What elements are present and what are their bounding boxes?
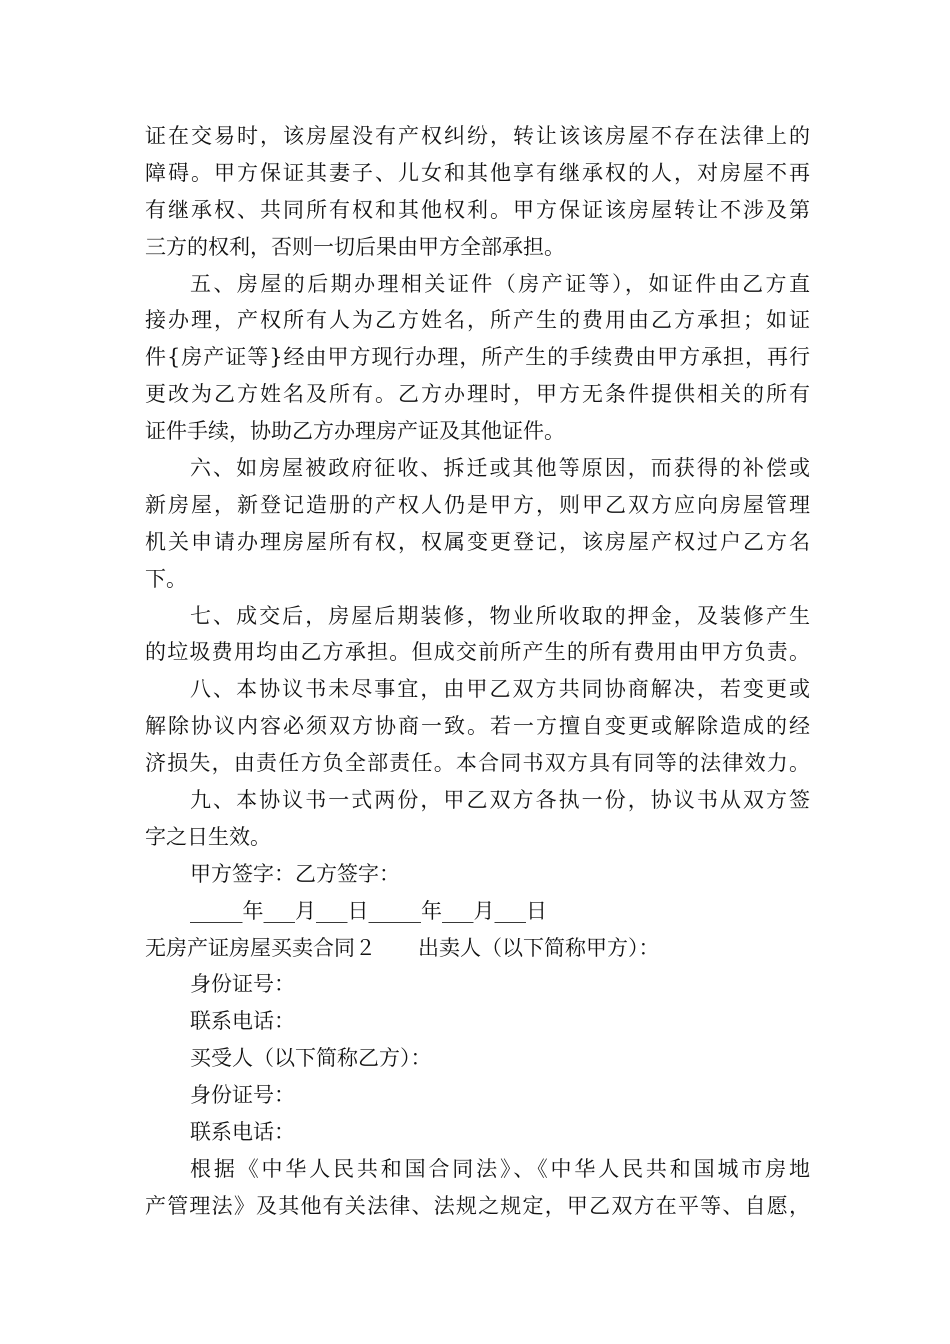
- document-line: 买受人（以下简称乙方）：: [190, 1046, 432, 1071]
- document-line: 八、本协议书未尽事宜，由甲乙双方共同协商解决，若变更或: [190, 677, 810, 702]
- document-line: 七、成交后，房屋后期装修，物业所收取的押金，及装修产生: [190, 603, 810, 628]
- document-line: 联系电话：: [190, 1009, 295, 1034]
- document-line: 证件手续，协助乙方办理房产证及其他证件。: [145, 419, 565, 444]
- document-line: 件{房产证等}经由甲方现行办理，所产生的手续费由甲方承担，再行: [145, 345, 810, 370]
- document-line: 的垃圾费用均由乙方承担。但成交前所产生的所有费用由甲方负责。: [145, 640, 810, 665]
- document-line: 更改为乙方姓名及所有。乙方办理时，甲方无条件提供相关的所有: [145, 382, 810, 407]
- document-line: 甲方签字：乙方签字：: [190, 861, 400, 886]
- document-line: 身份证号：: [190, 972, 295, 997]
- document-line: 九、本协议书一式两份，甲乙双方各执一份，协议书从双方签: [190, 788, 810, 813]
- document-line: 机关申请办理房屋所有权，权属变更登记，该房屋产权过户乙方名: [145, 529, 810, 554]
- document-line: 六、如房屋被政府征收、拆迁或其他等原因，而获得的补偿或: [190, 456, 810, 481]
- document-line: _____年___月___日_____年___月___日: [190, 898, 547, 923]
- document-body: [145, 118, 810, 1225]
- document-line: 证在交易时，该房屋没有产权纠纷，转让该该房屋不存在法律上的: [145, 124, 810, 148]
- document-line: 无房产证房屋买卖合同２ 出卖人（以下简称甲方）：: [145, 935, 660, 960]
- document-line: 下。: [145, 566, 187, 591]
- document-line: 联系电话：: [190, 1120, 295, 1145]
- document-line: 产管理法》及其他有关法律、法规之规定，甲乙双方在平等、自愿，: [145, 1193, 810, 1218]
- document-line: 五、房屋的后期办理相关证件（房产证等），如证件由乙方直: [190, 271, 810, 296]
- document-line: 接办理，产权所有人为乙方姓名，所产生的费用由乙方承担；如证: [145, 308, 810, 333]
- document-line: 解除协议内容必须双方协商一致。若一方擅自变更或解除造成的经: [145, 714, 810, 739]
- document-line: 根据《中华人民共和国合同法》、《中华人民共和国城市房地: [190, 1156, 810, 1181]
- document-line: 三方的权利，否则一切后果由甲方全部承担。: [145, 234, 565, 259]
- document-line: 有继承权、共同所有权和其他权利。甲方保证该房屋转让不涉及第: [145, 197, 810, 222]
- document-line: 济损失，由责任方负全部责任。本合同书双方具有同等的法律效力。: [145, 751, 810, 776]
- document-line: 身份证号：: [190, 1083, 295, 1108]
- document-line: 障碍。甲方保证其妻子、儿女和其他享有继承权的人，对房屋不再: [145, 160, 810, 185]
- document-line: 新房屋，新登记造册的产权人仍是甲方，则甲乙双方应向房屋管理: [145, 492, 810, 517]
- document-line: 字之日生效。: [145, 824, 271, 849]
